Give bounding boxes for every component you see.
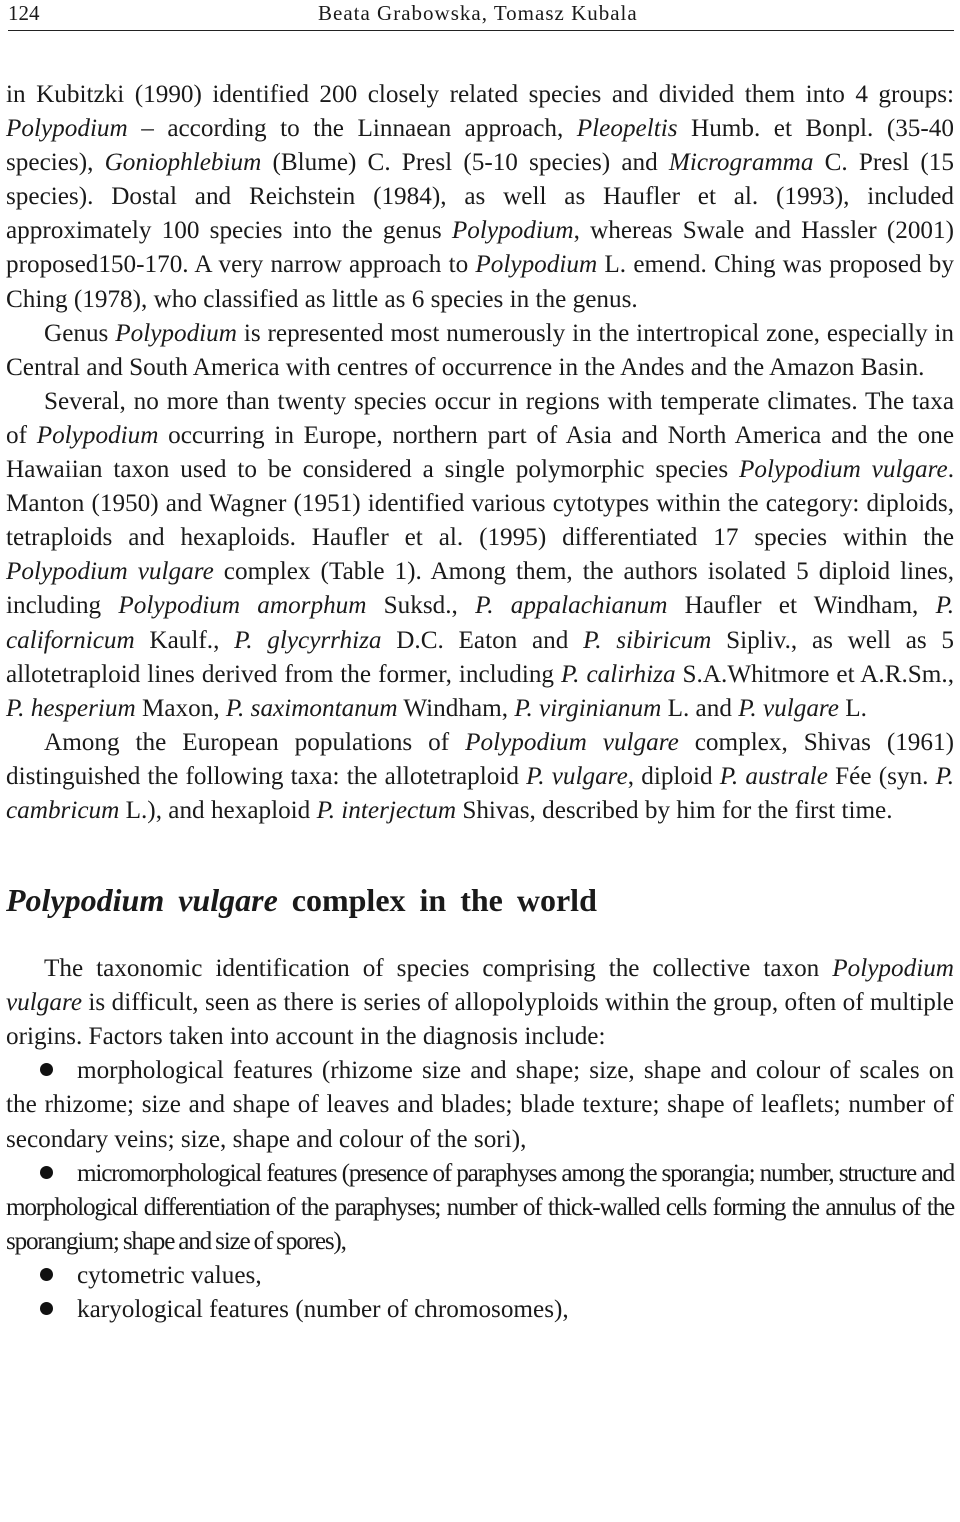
article-body (6, 78, 954, 1327)
running-title: Beata Grabowska, Tomasz Kubala (318, 1, 638, 25)
bullet-icon (40, 1268, 53, 1281)
section-heading: Polypodium vulgare complex in the world (6, 882, 597, 919)
bullet-icon (40, 1063, 53, 1076)
list-item: cytometric values, (6, 1259, 954, 1293)
running-header (8, 0, 954, 31)
paragraph-3: Several, no more than twenty species occur in regions with temperate climates. The taxa of Polypodium occurring in Europe, northern part of Asia and North America and the one Hawaiian taxon used to be considered a single polymorphic species Polypodium vulgare. Manton (1950) and Wagner (1951) identified various cytotypes within the category: diploids, tetraploids and hexaploids. Haufler et al. (1995) differentiated 17 species within the Polypodium vulgare complex (Table 1). Among them, the authors isolated 5 diploid lines, including Polypodium amorphum Suksd., P. appalachianum Haufler et Windham, P. californicum Kaulf., P. glycyrrhiza D.C. Eaton and P. sibiricum Sipliv., as well as 5 allotetraploid lines derived from the former, including P. calirhiza S.A.Whitmore et A.R.Sm., P. hesperium Maxon, P. saximontanum Windham, P. virginianum L. and P. vulgare L. (6, 387, 955, 722)
paragraph-5: The taxonomic identification of species comprising the collective taxon Polypodium vulgare is difficult, seen as there is series of allopolyploids within the group, often of multiple origins. Factors taken into account in the diagnosis include: (6, 955, 954, 1051)
paragraph-4: Among the European populations of Polypodium vulgare complex, Shivas (1961) distinguished the following taxa: the allotetraploid P. vulgare, diploid P. australe Fée (syn. P. cambricum L.), and hexaploid P. interjectum Shivas, described by him for the first time. (6, 728, 955, 824)
list-item: morphological features (rhizome size and shape; size, shape and colour of scales on the rhizome; size and shape of leaves and blades; blade texture; shape of leaflets; number of secondary veins; size, shape and colour of the sori), (6, 1057, 954, 1153)
page-number: 124 (8, 1, 40, 25)
list-item: karyological features (number of chromosomes), (6, 1293, 954, 1327)
list-item: micromorphological features (presence of paraphyses among the sporangia; number, structure and morphological differentiation of the paraphyses; number of thick-walled cells forming the annulus of the sporangium; shape and size of spores), (6, 1159, 954, 1255)
paragraph-1: in Kubitzki (1990) identified 200 closely related species and divided them into 4 groups: Polypodium – according to the Linnaean approach, Pleopeltis Humb. et Bonpl. (35-40 species), Goniophlebium (Blume) C. Presl (5-10 species) and Microgramma C. Presl (15 species). Dostal and Reichstein (1984), as well as Haufler et al. (1993), included approximately 100 species into the genus Polypodium, whereas Swale and Hassler (2001) proposed150-170. A very narrow approach to Polypodium L. emend. Ching was proposed by Ching (1978), who classified as little as 6 species in the genus. (6, 81, 954, 313)
bullet-icon (40, 1302, 53, 1315)
paragraph-2: Genus Polypodium is represented most numerously in the intertropical zone, especially in Central and South America with centres of occurrence in the Andes and the Amazon Basin. (6, 319, 955, 381)
bullet-icon (40, 1166, 53, 1179)
